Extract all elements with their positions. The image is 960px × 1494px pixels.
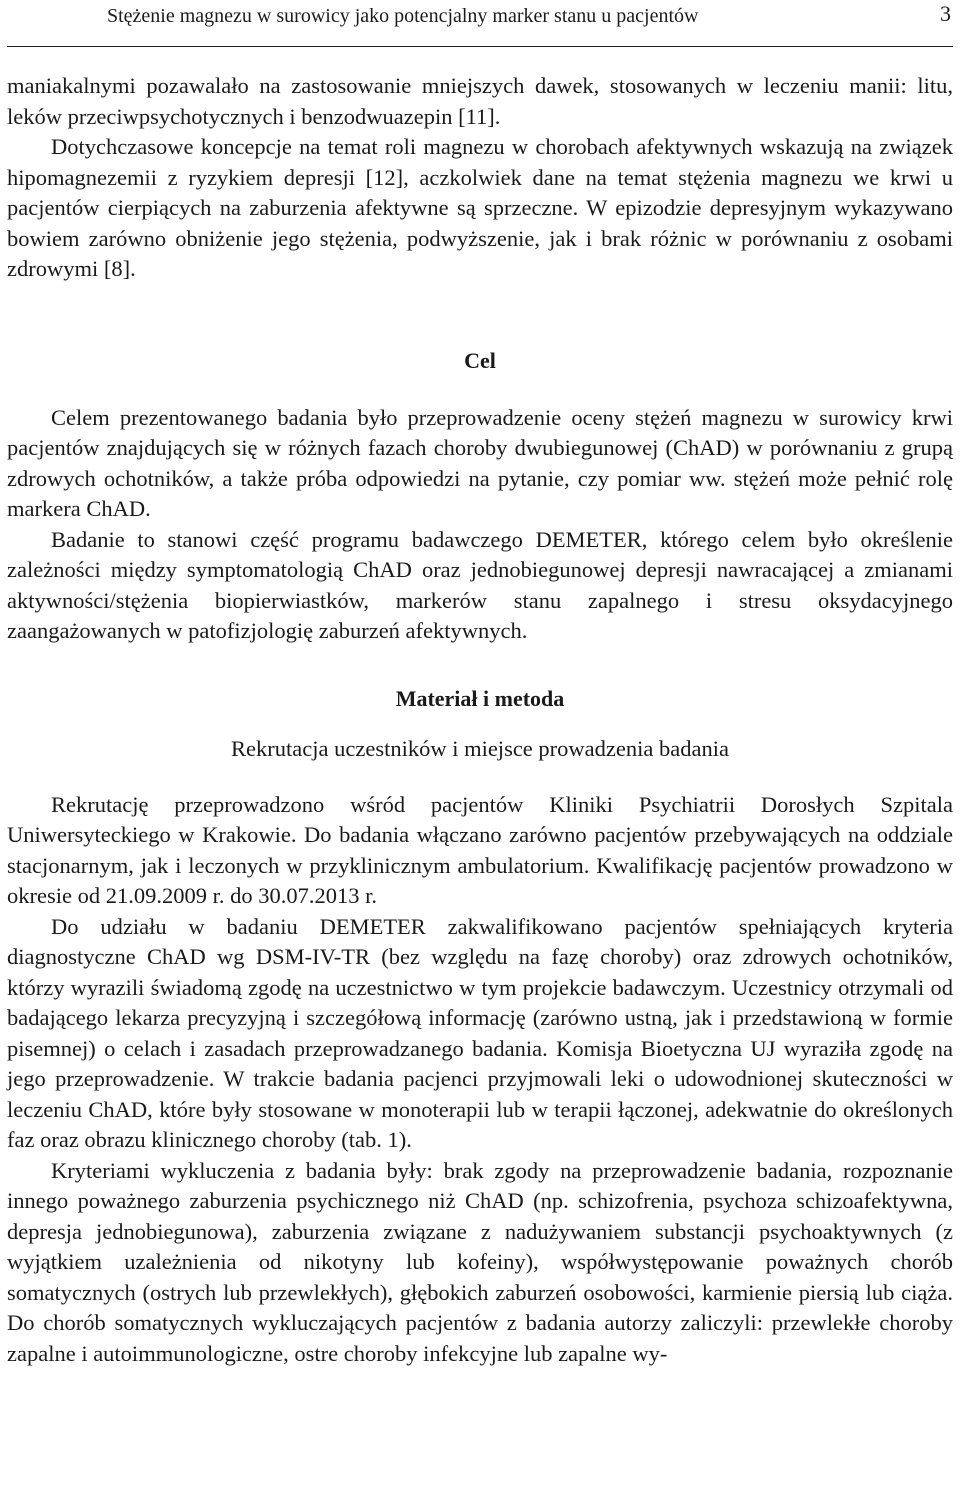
running-header	[7, 0, 953, 47]
methods-paragraph-1: Rekrutację przeprowadzono wśród pacjentów Kliniki Psychiatrii Dorosłych Szpitala Uniwersyteckiego w Krakowie. Do badania włączano zarówno pacjentów przebywających na oddziale stacjonarnym, jak i leczonych w przyklinicznym ambulatorium. Kwalifikację pacjentów prowadzono w okresie od 21.09.2009 r. do 30.07.2013 r.	[7, 791, 953, 908]
intro-concepts-paragraph: Dotychczasowe koncepcje na temat roli magnezu w chorobach afektywnych wskazują na związek hipomagnezemii z ryzykiem depresji [12], aczkolwiek dane na temat stężenia magnezu we krwi u pacjentów cierpiących na zaburzenia afektywne są sprzeczne. W epizodzie depresyjnym wykazywano bowiem zarówno obniżenie jego stężenia, podwyższenie, jak i brak różnic w porównaniu z osobami zdrowymi [8].	[7, 134, 953, 281]
aim-paragraph-2: Badanie to stanowi część programu badawczego DEMETER, którego celem było określenie zależności między symptomatologią ChAD oraz jednobiegunowej depresji nawracającej a zmianami aktywności/stężenia biopierwiastków, markerów stanu zapalnego i stresu oksydacyjnego zaangażowanych w patofizjologię zaburzeń afektywnych.	[7, 526, 953, 643]
methods-heading: Materiał i metoda	[395, 685, 565, 711]
running-title: Stężenie magnezu w surowicy jako potencjalny marker stanu u pacjentów	[107, 5, 699, 27]
recruitment-subheading: Rekrutacja uczestników i miejsce prowadzenia badania	[231, 735, 729, 761]
page-number: 3	[940, 1, 951, 26]
page-content	[7, 71, 953, 1369]
document-page	[7, 0, 953, 1369]
aim-heading: Cel	[464, 347, 496, 373]
aim-paragraph-1: Celem prezentowanego badania było przeprowadzenie oceny stężeń magnezu w surowicy krwi pacjentów znajdujących się w różnych fazach choroby dwubiegunowej (ChAD) w porównaniu z grupą zdrowych ochotników, a także próba odpowiedzi na pytanie, czy pomiar ww. stężeń może pełnić rolę markera ChAD.	[7, 404, 953, 521]
intro-continuation-paragraph: maniakalnymi pozawalało na zastosowanie mniejszych dawek, stosowanych w leczeniu manii: litu, leków przeciwpsychotycznych i benzodwuazepin [11].	[7, 73, 953, 129]
methods-paragraph-3: Kryteriami wykluczenia z badania były: brak zgody na przeprowadzenie badania, rozpoznanie innego poważnego zaburzenia psychicznego niż ChAD (np. schizofrenia, psychoza schizoafektywna, depresja jednobiegunowa), zaburzenia związane z nadużywaniem substancji psychoaktywnych (z wyjątkiem uzależnienia od nikotyny lub kofeiny), współwystępowanie poważnych chorób somatycznych (ostrych lub przewlekłych), głębokich zaburzeń osobowości, karmienie piersią lub ciąża. Do chorób somatycznych wykluczających pacjentów z badania autorzy zaliczyli: przewlekłe choroby zapalne i autoimmunologiczne, ostre choroby infekcyjne lub zapalne wy-	[7, 1157, 953, 1366]
methods-paragraph-2: Do udziału w badaniu DEMETER zakwalifikowano pacjentów spełniających kryteria diagnostyczne ChAD wg DSM-IV-TR (bez względu na fazę choroby) oraz zdrowych ochotników, którzy wyrazili świadomą zgodę na uczestnictwo w tym projekcie badawczym. Uczestnicy otrzymali od badającego lekarza precyzyjną i szczegółową informację (zarówno ustną, jak i przedstawioną w formie pisemnej) o celach i zasadach przeprowadzanego badania. Komisja Bioetyczna UJ wyraziła zgodę na jego przeprowadzenie. W trakcie badania pacjenci przyjmowali leki o udowodnionej skuteczności w leczeniu ChAD, które były stosowane w monoterapii lub w terapii łączonej, adekwatnie do określonych faz oraz obrazu klinicznego choroby (tab. 1).	[7, 913, 953, 1152]
